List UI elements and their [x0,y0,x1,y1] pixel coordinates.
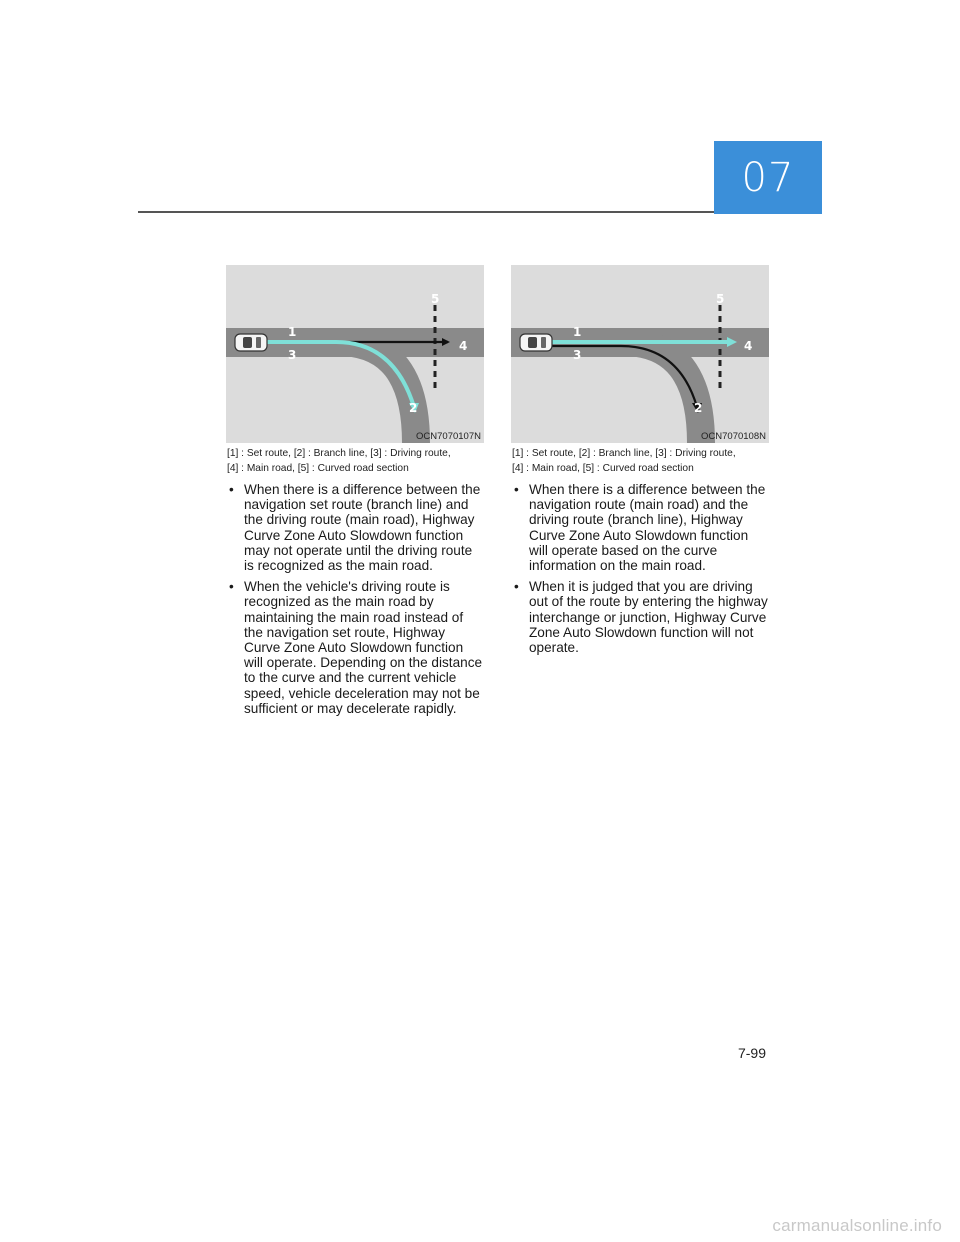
label-4: 4 [459,339,468,353]
bullet-list-left [227,482,485,722]
label-5: 5 [431,292,440,306]
chapter-tab [714,141,822,214]
chapter-number: 07 [741,154,795,201]
caption-line: [1] : Set route, [2] : Branch line, [3] : Driving route, [512,448,736,459]
watermark: carmanualsonline.info [772,1216,942,1235]
label-2: 2 [694,401,703,415]
label-3: 3 [288,348,297,362]
label-3: 3 [573,348,582,362]
caption-line: [1] : Set route, [2] : Branch line, [3] : Driving route, [227,448,451,459]
road-diagram [511,265,769,443]
bullet-symbol: • [229,579,234,595]
figure-code: OCN7070108N [701,431,766,442]
caption-line: [4] : Main road, [5] : Curved road section [512,462,694,474]
caption-line: [4] : Main road, [5] : Curved road section [227,462,409,474]
label-5: 5 [716,292,725,306]
car-icon [235,334,267,351]
list-item [512,482,770,573]
figure-caption-left [227,447,489,476]
bullet-text: When the vehicle's driving route is recognized as the main road by maintaining the main road instead of the navigation set route, Highway Curve Zone Auto Slowdown function will operate. Depending on the distance to the curve and the current vehicle speed, vehicle deceleration may not be sufficient or may decelerate rapidly. [244,579,483,716]
bullet-symbol: • [514,482,519,497]
figure-code: OCN7070107N [416,431,481,442]
label-4: 4 [744,339,753,353]
road-diagram [226,265,484,443]
bullet-text: When it is judged that you are driving out of the route by entering the highway interchange or junction, Highway Curve Zone Auto Slowdown function will not operate. [529,579,768,656]
figure-caption-right [512,447,774,476]
bullet-symbol: • [229,482,234,497]
header-rule [138,211,714,213]
label-1: 1 [288,325,297,339]
list-item [512,579,770,655]
figure-set-route-branch [226,265,484,443]
bullet-text: When there is a difference between the navigation route (main road) and the driving route (branch line), Highway Curve Zone Auto Slowdown function will operate based on the curve information on the main road. [529,482,766,574]
label-2: 2 [409,401,418,415]
bullet-text: When there is a difference between the navigation set route (branch line) and the driving route (main road), Highway Curve Zone Auto Slowdown function may not operate until the driving route is recognized as the main road. [244,482,481,574]
figure-set-route-main [511,265,769,443]
page-number: 7-99 [737,1045,766,1061]
bullet-symbol: • [514,579,519,595]
label-1: 1 [573,325,582,339]
list-item [227,482,485,573]
bullet-list-right [512,482,770,661]
list-item [227,579,485,716]
car-icon [520,334,552,351]
